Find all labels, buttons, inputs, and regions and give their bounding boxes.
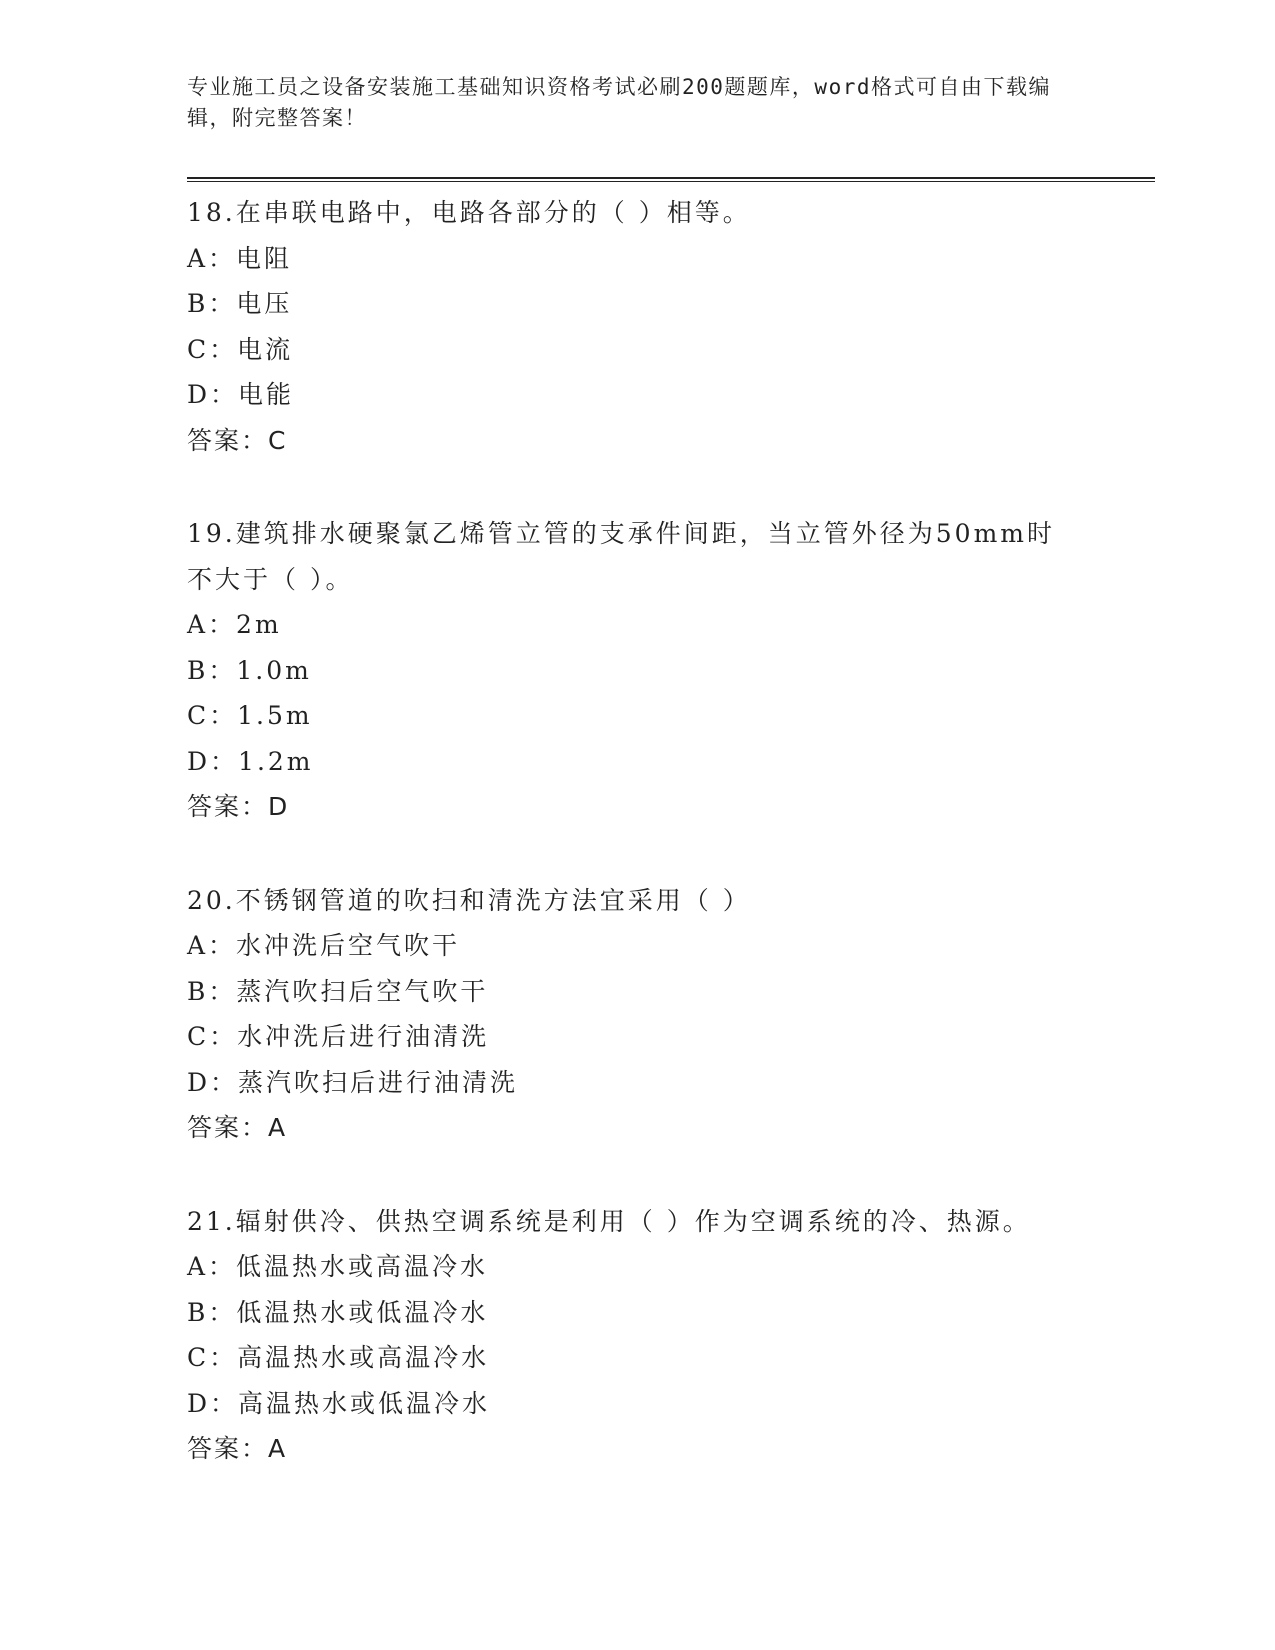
- question-19: [187, 511, 1147, 830]
- question-21: [187, 1199, 1147, 1472]
- option-a: A：低温热水或高温冷水: [187, 1252, 489, 1281]
- option-a: A：电阻: [187, 243, 293, 273]
- answer-label: 答案：A: [187, 1434, 288, 1463]
- option-d: D：高温热水或低温冷水: [187, 1388, 491, 1418]
- option-c: C：水冲洗后进行油清洗: [187, 1022, 490, 1051]
- question-stem: 18.在串联电路中，电路各部分的（ ）相等。: [187, 198, 751, 227]
- answer-label: 答案：A: [187, 1113, 288, 1142]
- option-b: B：电压: [187, 289, 293, 318]
- option-b: B：1.0m: [187, 655, 312, 685]
- option-c: C：高温热水或高温冷水: [187, 1343, 490, 1372]
- answer-label: 答案：C: [187, 425, 288, 455]
- option-c: C：电流: [187, 334, 294, 364]
- option-c: C：1.5m: [187, 701, 313, 730]
- answer-label: 答案：D: [187, 792, 290, 821]
- question-stem: 20.不锈钢管道的吹扫和清洗方法宜采用（ ）: [187, 885, 751, 915]
- question-stem: 19.建筑排水硬聚氯乙烯管立管的支承件间距，当立管外径为50mm时不大于（ ）。: [187, 519, 1055, 594]
- option-a: A：2m: [187, 610, 282, 639]
- header-divider-thick: [187, 177, 1155, 179]
- option-a: A：水冲洗后空气吹干: [187, 931, 461, 960]
- question-20: [187, 878, 1147, 1151]
- option-b: B：蒸汽吹扫后空气吹干: [187, 976, 489, 1006]
- option-d: D：蒸汽吹扫后进行油清洗: [187, 1067, 519, 1097]
- question-18: [187, 190, 1147, 463]
- header-divider-thin: [187, 181, 1155, 182]
- question-stem: 21.辐射供冷、供热空调系统是利用（ ）作为空调系统的冷、热源。: [187, 1206, 1031, 1236]
- option-d: D：1.2m: [187, 746, 314, 776]
- document-header: 专业施工员之设备安装施工基础知识资格考试必刷200题题库，word格式可自由下载编辑，附完整答案！: [187, 75, 1051, 130]
- option-d: D：电能: [187, 380, 295, 409]
- question-list: [187, 190, 1147, 1472]
- option-b: B：低温热水或低温冷水: [187, 1297, 489, 1327]
